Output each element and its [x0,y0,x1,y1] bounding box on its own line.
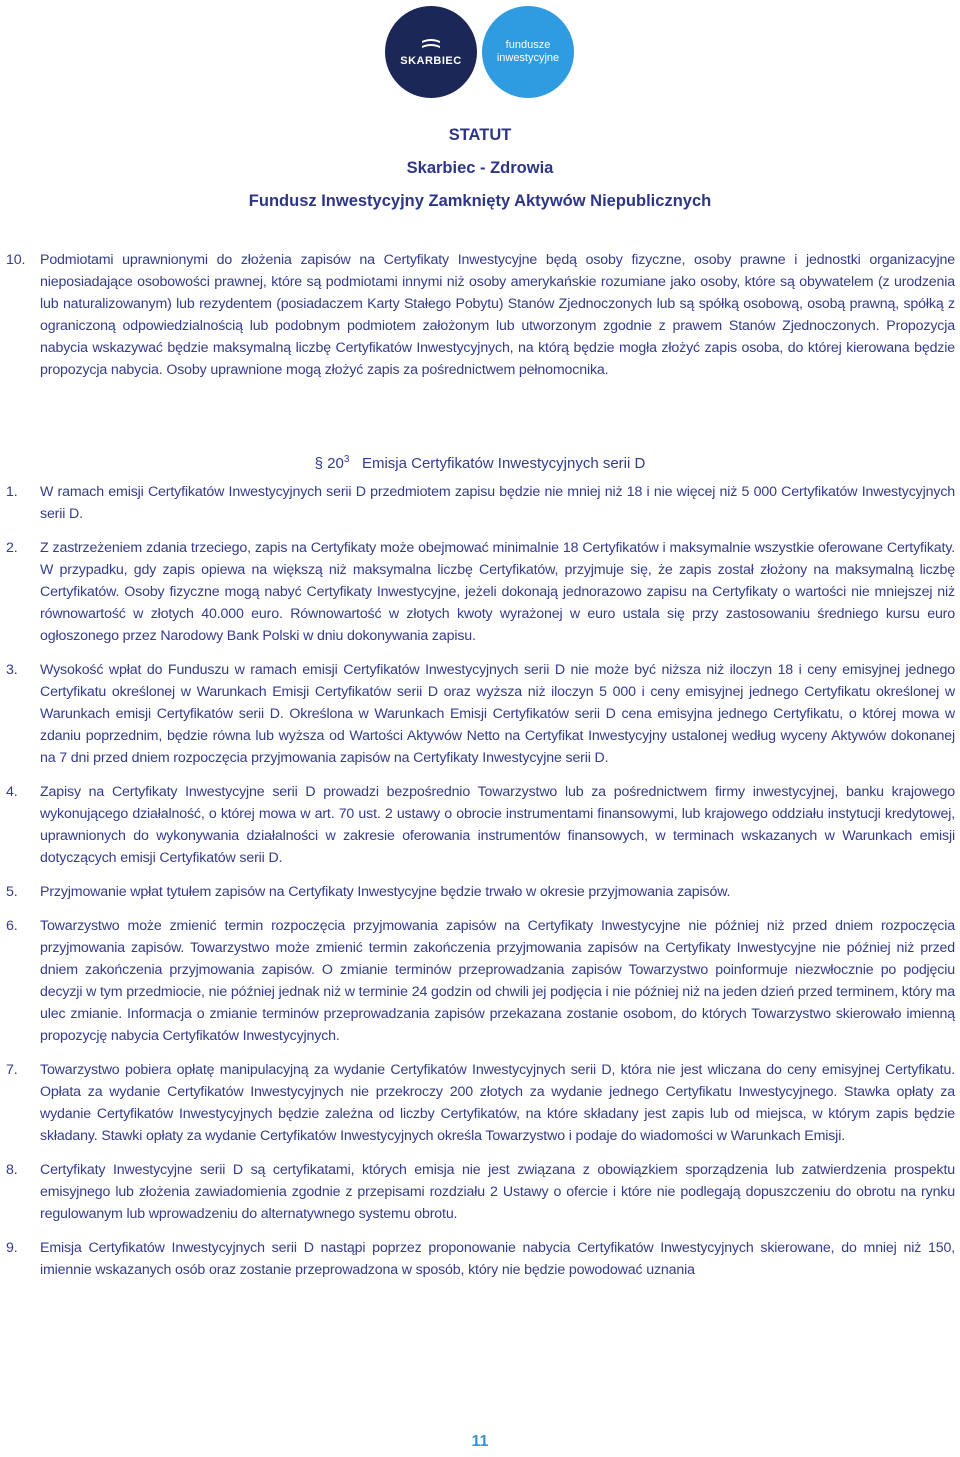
paragraph-number: 10. [6,252,26,268]
fund-type: Fundusz Inwestycyjny Zamknięty Aktywów Niepublicznych [248,192,712,210]
paragraph-text: Podmiotami uprawnionymi do złożenia zapisów na Certyfikaty Inwestycyjne będą osoby fizyczne, osoby prawne i jednostki organizacyjne nieposiadające osobowości prawnej, które są podmiotami innymi niż osoby amerykańskie rozumiane jako osoby, które są obywatelem (z urodzenia lub naturalizowanym) lub rezydentem (posiadaczem Karty Stałego Pobytu) Stanów Zjednoczonych lub są spółką osobową, osobą prawną, spółką z ograniczoną odpowiedzialnością lub podobnym podmiotem założonym lub utworzonym zgodnie z prawem Stanów Zjednoczonych. Propozycja nabycia wskazywać będzie maksymalną liczbę Certyfikatów Inwestycyjnych, na którą będzie mogła złożyć zapis osoba, do której kierowana będzie propozycja nabycia. Osoby uprawnione mogą złożyć zapis za pośrednictwem pełnomocnika. [40,252,955,378]
item-number: 5. [6,884,18,900]
item-text: Emisja Certyfikatów Inwestycyjnych serii D nastąpi poprzez proponowanie nabycia Certyfikatów Inwestycyjnych skierowane, do mniej niż 150, imiennie wskazanych osób oraz zostanie przeprowadzona w sposób, który nie będzie powodować uznania [40,1240,955,1278]
list-item [0,481,960,525]
list-item [0,915,960,1047]
item-number: 3. [6,662,18,678]
section-number: 20 [327,455,344,472]
list-item [0,1059,960,1147]
item-number: 6. [6,918,18,934]
item-text: Towarzystwo może zmienić termin rozpoczęcia przyjmowania zapisów na Certyfikaty Inwestycyjne nie później niż przed dniem rozpoczęcia przyjmowania zapisów. Towarzystwo może zmienić termin zakończenia przyjmowania zapisów na Certyfikaty Inwestycyjne nie później niż przed dniem zakończenia przyjmowania zapisów. O zmianie terminów przeprowadzania zapisów Towarzystwo poinformuje niezwłocznie po podjęciu decyzji w tym przedmiocie, nie później jednak niż w terminie 24 godzin od chwili jej podjęcia i nie później niż na jeden dzień przed terminem, który ma ulec zmianie. Informacja o zmianie terminów przeprowadzania zapisów przekazana zostanie osobom, do których Towarzystwo skierowało imienną propozycję nabycia Certyfikatów Inwestycyjnych. [40,918,955,1044]
item-text: Z zastrzeżeniem zdania trzeciego, zapis na Certyfikaty może obejmować minimalnie 18 Certyfikatów i maksymalnie wszystkie oferowane Certyfikaty. W przypadku, gdy zapis opiewa na większą niż maksymalna liczbę Certyfikatów, przyjmuje się, że zapis został złożony na maksymalną liczbę Certyfikatów. Osoby fizyczne mogą nabyć Certyfikaty Inwestycyjne, jeżeli dokonają jednorazowo zapisu na Certyfikaty o wartości nie mniejszej niż równowartość w złotych 40.000 euro. Równowartość w złotych kwoty wyrażonej w euro ustala się przy zastosowaniu średniego kursu euro ogłoszonego przez Narodowy Bank Polski w dniu dokonywania zapisu. [40,540,955,644]
document-titles [0,125,960,211]
list-item [0,781,960,869]
logos [0,6,960,98]
list-item [0,881,960,903]
item-number: 2. [6,540,18,556]
item-number: 7. [6,1062,18,1078]
item-number: 4. [6,784,18,800]
list-item [0,1237,960,1281]
skarbiec-mark-icon [419,38,443,52]
item-text: Wysokość wpłat do Funduszu w ramach emisji Certyfikatów Inwestycyjnych serii D nie może być niższa niż iloczyn 18 i ceny emisyjnej jednego Certyfikatu określonej w Warunkach Emisji Certyfikatów serii D oraz wyższa niż iloczyn 5 000 i ceny emisyjnej jednego Certyfikatu określonej w Warunkach emisji Certyfikatów serii D. Określona w Warunkach Emisji Certyfikatów serii D cena emisyjna jednego Certyfikatu, o której mowa w zdaniu poprzednim, będzie równa lub wyższa od Wartości Aktywów Netto na Certyfikat Inwestycyjny ustalonej według wyceny Aktywów dokonanej na 7 dni przed dniem rozpoczęcia przyjmowania zapisów na Certyfikaty Inwestycyjne serii D. [40,662,955,766]
fundusze-logo [482,6,574,98]
item-number: 8. [6,1162,18,1178]
item-text: Zapisy na Certyfikaty Inwestycyjne serii D prowadzi bezpośrednio Towarzystwo lub za pośrednictwem firmy inwestycyjnej, banku krajowego wykonującego działalność, o której mowa w art. 70 ust. 2 ustawy o obrocie instrumentami finansowymi, lub krajowego oddziału instytucji kredytowej, uprawnionych do wykonywania działalności w zakresie oferowania instrumentów finansowych, w terminach wskazanych w Warunkach emisji dotyczących emisji Certyfikatów serii D. [40,784,955,866]
fund-name: Skarbiec - Zdrowia [406,159,554,177]
item-text: Certyfikaty Inwestycyjne serii D są certyfikatami, których emisja nie jest związana z obowiązkiem sporządzenia lub zatwierdzenia prospektu emisyjnego lub złożenia zawiadomienia zgodnie z przepisami rozdziału 2 Ustawy o ofercie i które nie podlegają dopuszczeniu do obrotu na rynku regulowanym lub wprowadzeniu do alternatywnego systemu obrotu. [40,1162,955,1222]
section-heading [0,449,960,475]
section-symbol: § [314,455,323,472]
list-item [0,537,960,647]
section-items [0,481,960,1293]
list-item [0,659,960,769]
item-text: Przyjmowanie wpłat tytułem zapisów na Certyfikaty Inwestycyjne będzie trwało w okresie przyjmowania zapisów. [40,884,731,900]
skarbiec-logo [385,6,477,98]
item-number: 9. [6,1240,18,1256]
item-text: W ramach emisji Certyfikatów Inwestycyjnych serii D przedmiotem zapisu będzie nie mniej niż 18 i nie więcej niż 5 000 Certyfikatów Inwestycyjnych serii D. [40,484,955,522]
list-item [0,1159,960,1225]
section-title: Emisja Certyfikatów Inwestycyjnych serii D [361,455,646,472]
section-superscript: 3 [343,454,350,465]
page-number: 11 [471,1433,489,1450]
document-title: STATUT [448,126,512,144]
skarbiec-logo-text: SKARBIEC [400,54,462,67]
item-number: 1. [6,484,18,500]
fundusze-logo-text: fundusze inwestycyjne [496,39,560,64]
item-text: Towarzystwo pobiera opłatę manipulacyjną za wydanie Certyfikatów Inwestycyjnych serii D, która nie jest wliczana do ceny emisyjnej Certyfikatu. Opłata za wydanie Certyfikatów Inwestycyjnych nie przekroczy 200 złotych za wydanie jednego Certyfikatu Inwestycyjnego. Stawka opłaty za wydanie Certyfikatów Inwestycyjnych będzie zależna od liczby Certyfikatów, na które składany jest zapis lub od miejsca, w którym zapis będzie składany. Stawki opłaty za wydanie Certyfikatów Inwestycyjnych określa Towarzystwo i podaje do wiadomości w Warunkach Emisji. [40,1062,955,1144]
